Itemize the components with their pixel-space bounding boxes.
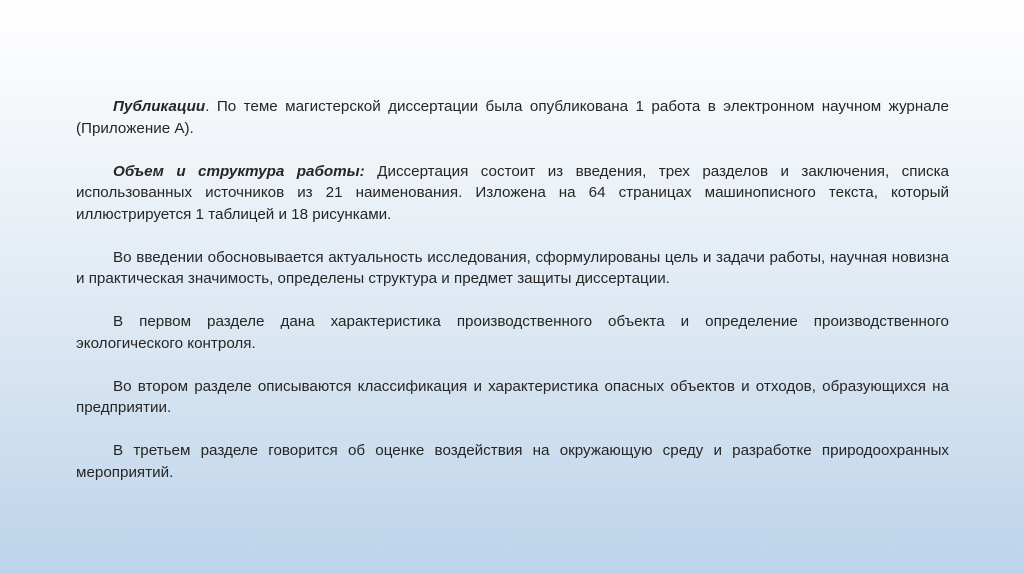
paragraph-section-two — [76, 376, 949, 419]
paragraph-text: . По теме магистерской диссертации была опубликована 1 работа в электронном научном журнале (Приложение А). — [76, 98, 949, 137]
paragraph-introduction — [76, 247, 949, 290]
paragraph-text: В третьем разделе говорится об оценке воздействия на окружающую среду и разработке природоохранных мероприятий. — [76, 442, 949, 481]
paragraph-structure — [76, 161, 949, 226]
paragraph-lead: Публикации — [113, 98, 206, 115]
paragraph-text: Диссертация состоит из введения, трех разделов и заключения, списка использованных источников из 21 наименования. Изложена на 64 страницах машинописного текста, который иллюстрируется 1 таблицей и 18 рисунками. — [76, 162, 949, 223]
paragraph-lead: Объем и структура работы: — [113, 162, 365, 180]
paragraph-publications — [76, 96, 949, 139]
slide-body — [76, 96, 949, 505]
paragraph-section-one — [76, 311, 949, 354]
paragraph-section-three — [76, 440, 949, 483]
paragraph-text: Во втором разделе описываются классификация и характеристика опасных объектов и отходов, образующихся на предприятии. — [76, 377, 949, 416]
paragraph-text: В первом разделе дана характеристика производственного объекта и определение производственного экологического контроля. — [76, 313, 949, 352]
paragraph-text: Во введении обосновывается актуальность исследования, сформулированы цель и задачи работы, научная новизна и практическая значимость, определены структура и предмет защиты диссертации. — [76, 248, 949, 287]
